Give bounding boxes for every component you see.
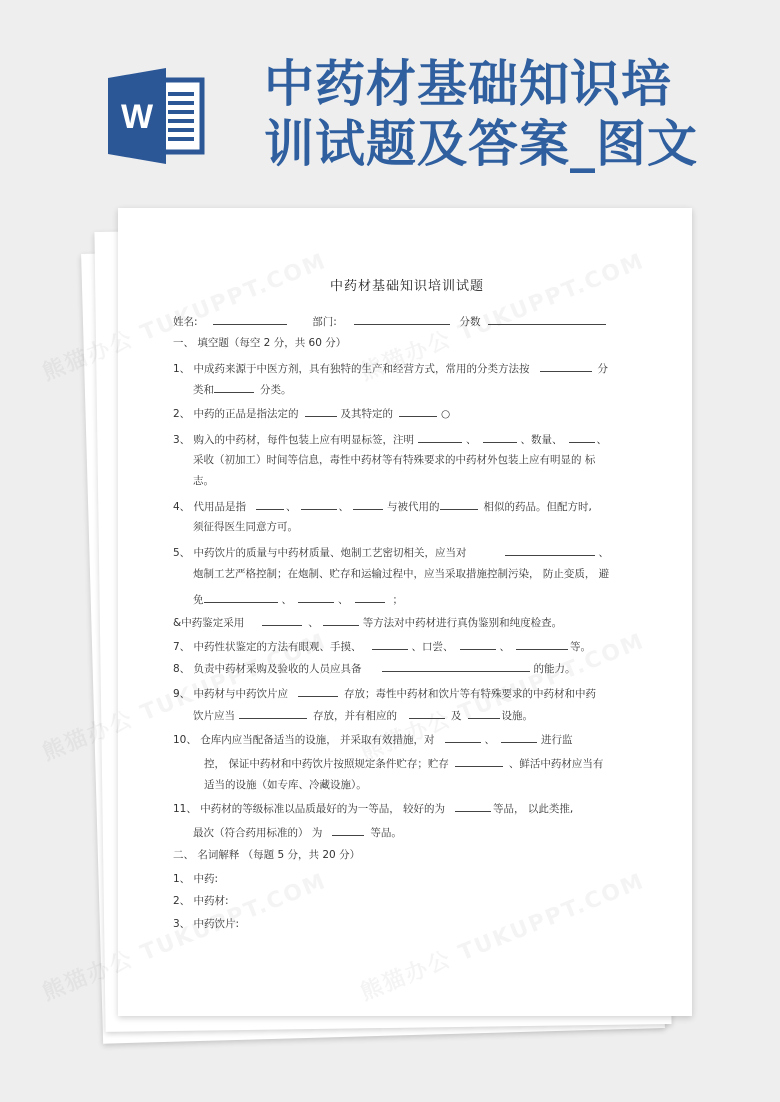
word-icon [106,66,210,166]
question-9-cont: 饮片应当 存放，并有相应的 及 设施。 [193,707,533,723]
blank-score[interactable] [488,313,606,325]
answer-blank[interactable] [440,498,478,510]
question-11-cont: 最次（符合药用标准的） 为 等品。 [193,824,402,840]
section-heading: 二、 名词解释 （每题 5 分，共 20 分） [173,849,361,861]
blank-dept[interactable] [354,313,450,325]
answer-blank[interactable] [262,614,302,626]
question-1-cont: 类和 分类。 [193,381,292,397]
answer-blank[interactable] [516,638,568,650]
answer-blank[interactable] [505,544,595,556]
question-4: 4、 代用品是指 、 、 与被代用的 相似的药品。但配方时, [173,498,592,514]
question-11: 11、 中药材的等级标准以品质最好的为一等品， 较好的为 等品， 以此类推, [173,800,573,816]
label-name: 姓名: [173,316,198,328]
label-dept: 部门: [312,316,337,328]
svg-text:W: W [120,98,154,136]
question-8: 8、 负责中药材采购及验收的人员应具备 的能力。 [173,660,576,676]
question-10: 10、 仓库内应当配备适当的设施， 并采取有效措施，对 、 进行监 [173,731,573,747]
document-title: 中药材基础知识培训试题 [330,279,485,294]
question-3: 3、 购入的中药材，每件包装上应有明显标签，注明 、 、数量、 、 [173,431,607,447]
question-1: 1、 中成药来源于中医方剂，具有独特的生产和经营方式，常用的分类方法按 分 [173,360,608,376]
question-9: 9、 中药材与中药饮片应 存放；毒性中药材和饮片等有特殊要求的中药材和中药 [173,685,596,701]
term-2: 2、 中药材: [173,895,229,907]
label-score: 分数 [459,316,481,328]
answer-blank[interactable] [382,660,530,672]
question-7: 7、 中药性状鉴定的方法有眼观、手摸、 、口尝、 、 等。 [173,638,591,654]
answer-blank[interactable] [256,498,284,510]
question-5-cont: 免 、 、 ； [193,591,403,607]
question-5-cont: 炮制工艺严格控制；在炮制、贮存和运输过程中，应当采取措施控制污染， 防止变质， 避 [193,568,610,580]
answer-blank[interactable] [399,405,437,417]
question-10-cont: 控， 保证中药材和中药饮片按照规定条件贮存；贮存 、鲜活中药材应当有 [204,755,603,771]
section-heading: 一、 填空题（每空 2 分，共 60 分） [173,337,347,349]
answer-blank[interactable] [353,498,383,510]
question-4-cont: 须征得医生同意方可。 [193,521,298,533]
answer-blank[interactable] [483,431,517,443]
question-3-cont: 采收（初加工）时间等信息，毒性中药材等有特殊要求的中药材外包装上应有明显的 标 [193,454,596,466]
answer-blank[interactable] [540,360,592,372]
answer-blank[interactable] [409,707,445,719]
answer-blank[interactable] [468,707,500,719]
answer-blank[interactable] [372,638,408,650]
answer-blank[interactable] [214,381,254,393]
answer-blank[interactable] [204,591,278,603]
answer-blank[interactable] [355,591,385,603]
header-fields-row [173,313,606,329]
answer-blank[interactable] [305,405,337,417]
question-6: &中药鉴定采用 、 等方法对中药材进行真伪鉴别和纯度检查。 [173,614,562,630]
term-1: 1、 中药: [173,873,219,885]
answer-blank[interactable] [298,685,338,697]
answer-blank[interactable] [455,800,491,812]
question-2: 2、 中药的正品是指法定的 及其特定的 ○ [173,405,450,421]
answer-blank[interactable] [455,755,503,767]
answer-blank[interactable] [460,638,496,650]
answer-blank[interactable] [323,614,359,626]
term-3: 3、 中药饮片: [173,918,240,930]
answer-blank[interactable] [445,731,481,743]
answer-blank[interactable] [301,498,337,510]
page-title: 中药材基础知识培 训试题及答案_图文 [264,55,698,173]
answer-blank[interactable] [418,431,462,443]
answer-blank[interactable] [239,707,307,719]
question-10-cont: 适当的设施（如专库、冷藏设施）。 [204,779,367,791]
question-5: 5、 中药饮片的质量与中药材质量、炮制工艺密切相关，应当对 、 [173,544,609,560]
answer-blank[interactable] [332,824,364,836]
answer-blank[interactable] [298,591,334,603]
answer-blank[interactable] [501,731,537,743]
blank-name[interactable] [213,313,287,325]
answer-blank[interactable] [569,431,595,443]
question-3-cont: 志。 [193,475,214,487]
